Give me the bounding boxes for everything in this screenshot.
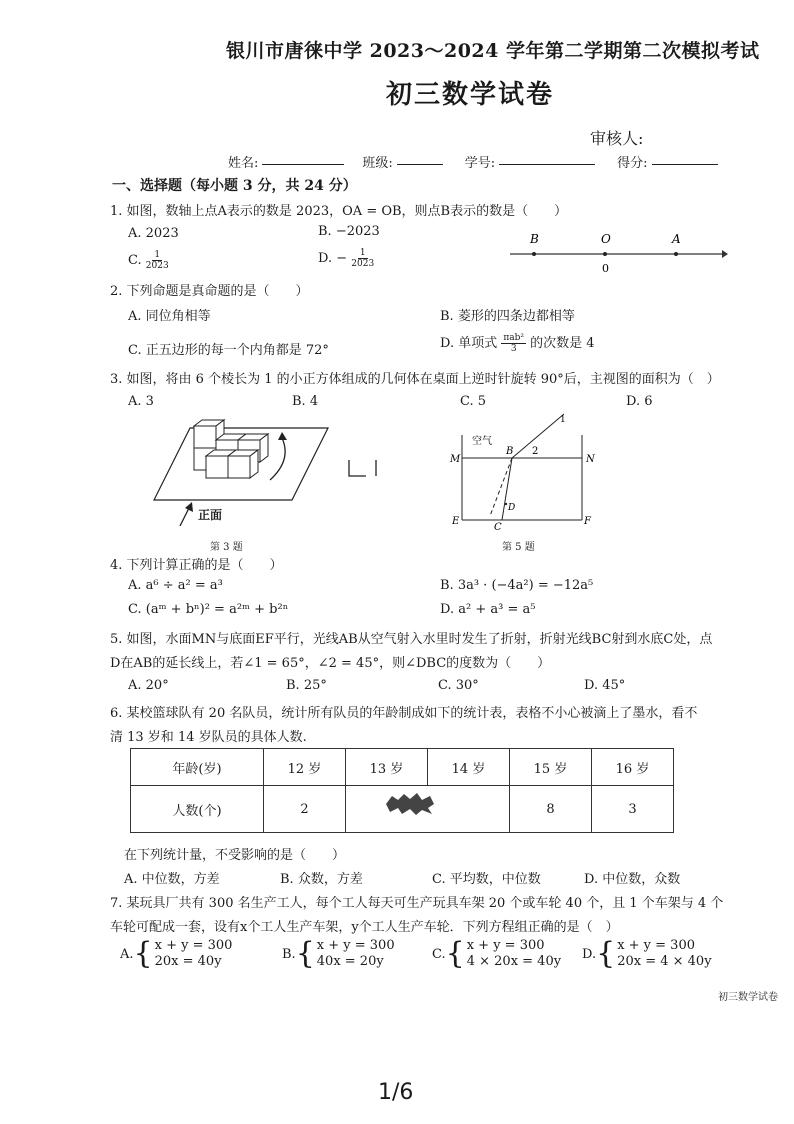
q4-option-a[interactable]: A. a⁶ ÷ a² = a³ [128,578,223,593]
axis-label-o: O [601,232,611,246]
svg-text:C: C [494,522,502,532]
q1-stem: 1. 如图，数轴上点A表示的数是 2023，OA = OB，则点B表示的数是（ ） [110,204,568,219]
svg-text:N: N [586,454,595,465]
axis-label-b: B [530,232,539,246]
id-label: 学号: [464,156,496,171]
air-label: 空气 [472,436,492,447]
q4-stem: 4. 下列计算正确的是（ ） [110,558,283,573]
table-cell: 2 [264,786,346,833]
q2-option-a[interactable]: A. 同位角相等 [128,309,211,324]
q1-option-d[interactable]: D. − $\frac{1}{2023}$ [318,248,375,269]
q6-stem-line2: 清 13 岁和 14 岁队员的具体人数. [110,730,307,745]
q1-option-c[interactable]: C. $\frac{1}{2023}$ [128,250,169,271]
class-blank[interactable] [397,152,443,165]
q3-stem: 3. 如图，将由 6 个棱长为 1 的小正方体组成的几何体在桌面上逆时针旋转 90°后，主视图的面积为（ ） [110,372,720,387]
q4-option-b[interactable]: B. 3a³ · (−4a²) = −12a⁵ [440,578,594,593]
q4-option-c[interactable]: C. (aᵐ + bⁿ)² = a²ᵐ + b²ⁿ [128,602,289,617]
reviewer-label: 审核人: [590,129,644,148]
q5-stem-line1: 5. 如图，水面MN与底面EF平行，光线AB从空气射入水里时发生了折射，折射光线BC射到水底C处，点 [110,632,713,647]
number-line-figure [508,228,728,278]
svg-text:M: M [450,454,461,465]
id-blank[interactable] [499,152,595,165]
q7-option-c[interactable]: C. { x + y = 300 4 × 20x = 40y [432,936,562,971]
q6-option-d[interactable]: D. 中位数，众数 [584,872,681,887]
class-label: 班级: [362,156,393,171]
front-label: 正面 [198,508,223,522]
axis-label-a: A [672,232,681,246]
q1-option-a[interactable]: A. 2023 [128,226,179,241]
footer-tag: 初三数学试卷 [718,992,778,1003]
q7-stem-line2: 车轮可配成一套，设有x个工人生产车架，y个工人生产车轮．下列方程组正确的是（ ） [110,920,619,935]
q6-option-c[interactable]: C. 平均数，中位数 [432,872,541,887]
table-cell: 3 [592,786,674,833]
q4-option-d[interactable]: D. a² + a³ = a⁵ [440,602,536,617]
ink-blot-icon [384,792,436,816]
table-cell: 8 [510,786,592,833]
table-header-cell: 人数(个) [131,786,264,833]
student-info-row [228,152,718,171]
q7-stem-line1: 7. 某玩具厂共有 300 名生产工人，每个工人每天可生产玩具车架 20 个或车轮 40 个，且 1 个车架与 4 个 [110,896,724,911]
name-label: 姓名: [228,156,259,171]
svg-text:E: E [452,516,460,527]
table-cell: 13 岁 [346,749,428,786]
q7-option-b[interactable]: B. { x + y = 300 40x = 20y [282,936,395,971]
score-label: 得分: [617,156,648,171]
q2-option-d[interactable]: D. 单项式 $\frac{\text{πab²}}{3}$ 的次数是 4 [440,333,595,354]
q5-option-c[interactable]: C. 30° [438,678,479,693]
sketch-mark [346,458,386,480]
q2-stem: 2. 下列命题是真命题的是（ ） [110,284,309,299]
page-number: 1/6 [378,1080,414,1105]
age-table [130,748,674,833]
figure-3-caption: 第 3 题 [210,542,243,553]
figure-5-refraction [448,410,598,532]
q3-option-a[interactable]: A. 3 [128,394,154,409]
table-cell: 14 岁 [428,749,510,786]
q7-option-a[interactable]: A. { x + y = 300 20x = 40y [120,936,233,971]
q6-stem-line1: 6. 某校篮球队有 20 名队员，统计所有队员的年龄制成如下的统计表，表格不小心被滴上了墨水，看不 [110,706,698,721]
table-cell: 12 岁 [264,749,346,786]
score-blank[interactable] [652,152,718,165]
axis-label-zero: 0 [602,262,609,275]
table-cell: 16 岁 [592,749,674,786]
svg-text:F: F [584,516,591,527]
q5-option-d[interactable]: D. 45° [584,678,626,693]
svg-text:D: D [508,503,516,513]
q5-option-a[interactable]: A. 20° [128,678,169,693]
svg-text:1: 1 [560,415,566,425]
table-cell: 15 岁 [510,749,592,786]
q3-option-c[interactable]: C. 5 [460,394,487,409]
name-blank[interactable] [262,152,344,165]
section-heading: 一、选择题（每小题 3 分，共 24 分） [112,178,357,194]
svg-text:2: 2 [532,446,539,457]
q5-option-b[interactable]: B. 25° [286,678,327,693]
table-header-cell: 年龄(岁) [131,749,264,786]
q7-option-d[interactable]: D. { x + y = 300 20x = 4 × 40y [582,936,712,971]
svg-text:B: B [506,446,514,457]
q3-option-d[interactable]: D. 6 [626,394,653,409]
figure-3-cubes [150,410,340,530]
exam-subtitle: 初三数学试卷 [386,80,555,110]
table-row [131,749,674,786]
q3-option-b[interactable]: B. 4 [292,394,319,409]
q2-option-b[interactable]: B. 菱形的四条边都相等 [440,309,575,324]
exam-title: 银川市唐徕中学 2023～2024 学年第二学期第二次模拟考试 [226,40,760,62]
q1-option-b[interactable]: B. −2023 [318,224,380,239]
figure-5-caption: 第 5 题 [502,542,535,553]
q6-option-b[interactable]: B. 众数，方差 [280,872,363,887]
q5-stem-line2: D在AB的延长线上，若∠1 = 65°，∠2 = 45°，则∠DBC的度数为（ ） [110,656,551,671]
q6-sub-question: 在下列统计量，不受影响的是（ ） [124,848,346,863]
q2-option-c[interactable]: C. 正五边形的每一个内角都是 72° [128,343,329,358]
q6-option-a[interactable]: A. 中位数，方差 [124,872,220,887]
